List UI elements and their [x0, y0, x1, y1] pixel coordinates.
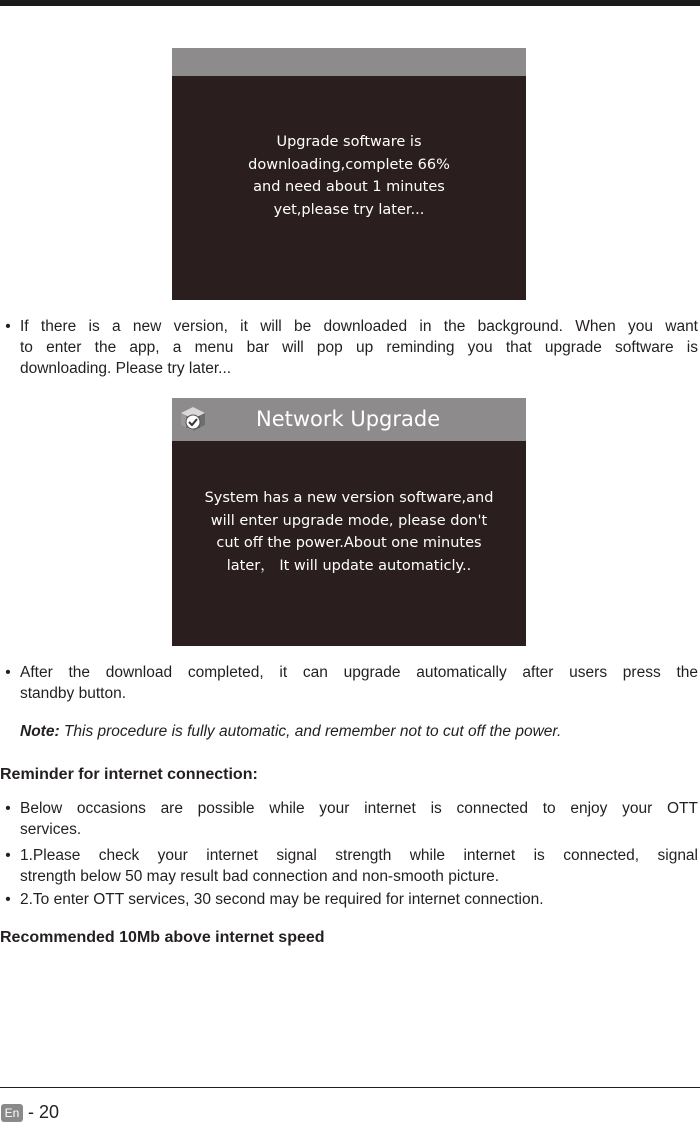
bullet-marker: • [5, 847, 11, 864]
text-line: services. [20, 821, 82, 838]
speed-heading: Recommended 10Mb above internet speed [0, 929, 325, 946]
message-line: and need about 1 minutes [253, 179, 445, 195]
screen-title-bar [172, 48, 526, 76]
screen-title-bar [172, 398, 526, 441]
upgrade-box-icon [178, 403, 208, 433]
message-line: later， It will update automaticly.. [226, 557, 472, 574]
text-line: downloading. Please try later... [20, 360, 232, 377]
download-message [172, 131, 526, 221]
download-progress-screen [172, 48, 526, 300]
text-line: standby button. [20, 685, 126, 702]
auto-upgrade-bullet-text [20, 662, 698, 704]
upgrade-message [172, 487, 526, 577]
language-badge: En [1, 1104, 23, 1122]
text-line: After the download completed, it can upgrade automatically after users press the [20, 664, 698, 681]
top-rule [0, 0, 700, 6]
note [20, 721, 561, 742]
reminder-bullet-3 [20, 889, 698, 910]
bullet-marker: • [5, 664, 11, 681]
reminder-bullet-2 [20, 845, 698, 887]
bullet-marker: • [5, 800, 11, 817]
text-line: 2.To enter OTT services, 30 second may be required for internet connection. [20, 891, 544, 908]
page-number: - 20 [28, 1102, 60, 1122]
note-label: Note: [20, 723, 60, 740]
text-line: 1.Please check your internet signal strength while internet is connected, signal [20, 847, 698, 864]
message-line: cut off the power.About one minutes [216, 535, 482, 551]
message-line: System has a new version software,and [204, 490, 494, 506]
screen-title: Network Upgrade [256, 407, 441, 431]
message-line: Upgrade software is [276, 134, 422, 150]
text-line: If there is a new version, it will be downloaded in the background. When you want [20, 318, 698, 335]
reminder-heading: Reminder for internet connection: [0, 766, 258, 783]
note-text: This procedure is fully automatic, and remember not to cut off the power. [59, 723, 562, 740]
message-line: downloading,complete 66% [248, 156, 450, 173]
bullet-marker: • [5, 891, 11, 908]
footer-rule [0, 1087, 700, 1088]
reminder-bullet-1 [20, 798, 698, 840]
network-upgrade-screen [172, 398, 526, 646]
text-line: to enter the app, a menu bar will pop up reminding you that upgrade software is [20, 339, 698, 356]
message-line: yet,please try later... [273, 201, 425, 218]
text-line: Below occasions are possible while your internet is connected to enjoy your OTT [20, 800, 698, 817]
text-line: strength below 50 may result bad connection and non-smooth picture. [20, 868, 500, 885]
bullet-marker: • [5, 318, 11, 335]
download-bullet-text [20, 316, 698, 379]
message-line: will enter upgrade mode, please don't [210, 512, 488, 529]
